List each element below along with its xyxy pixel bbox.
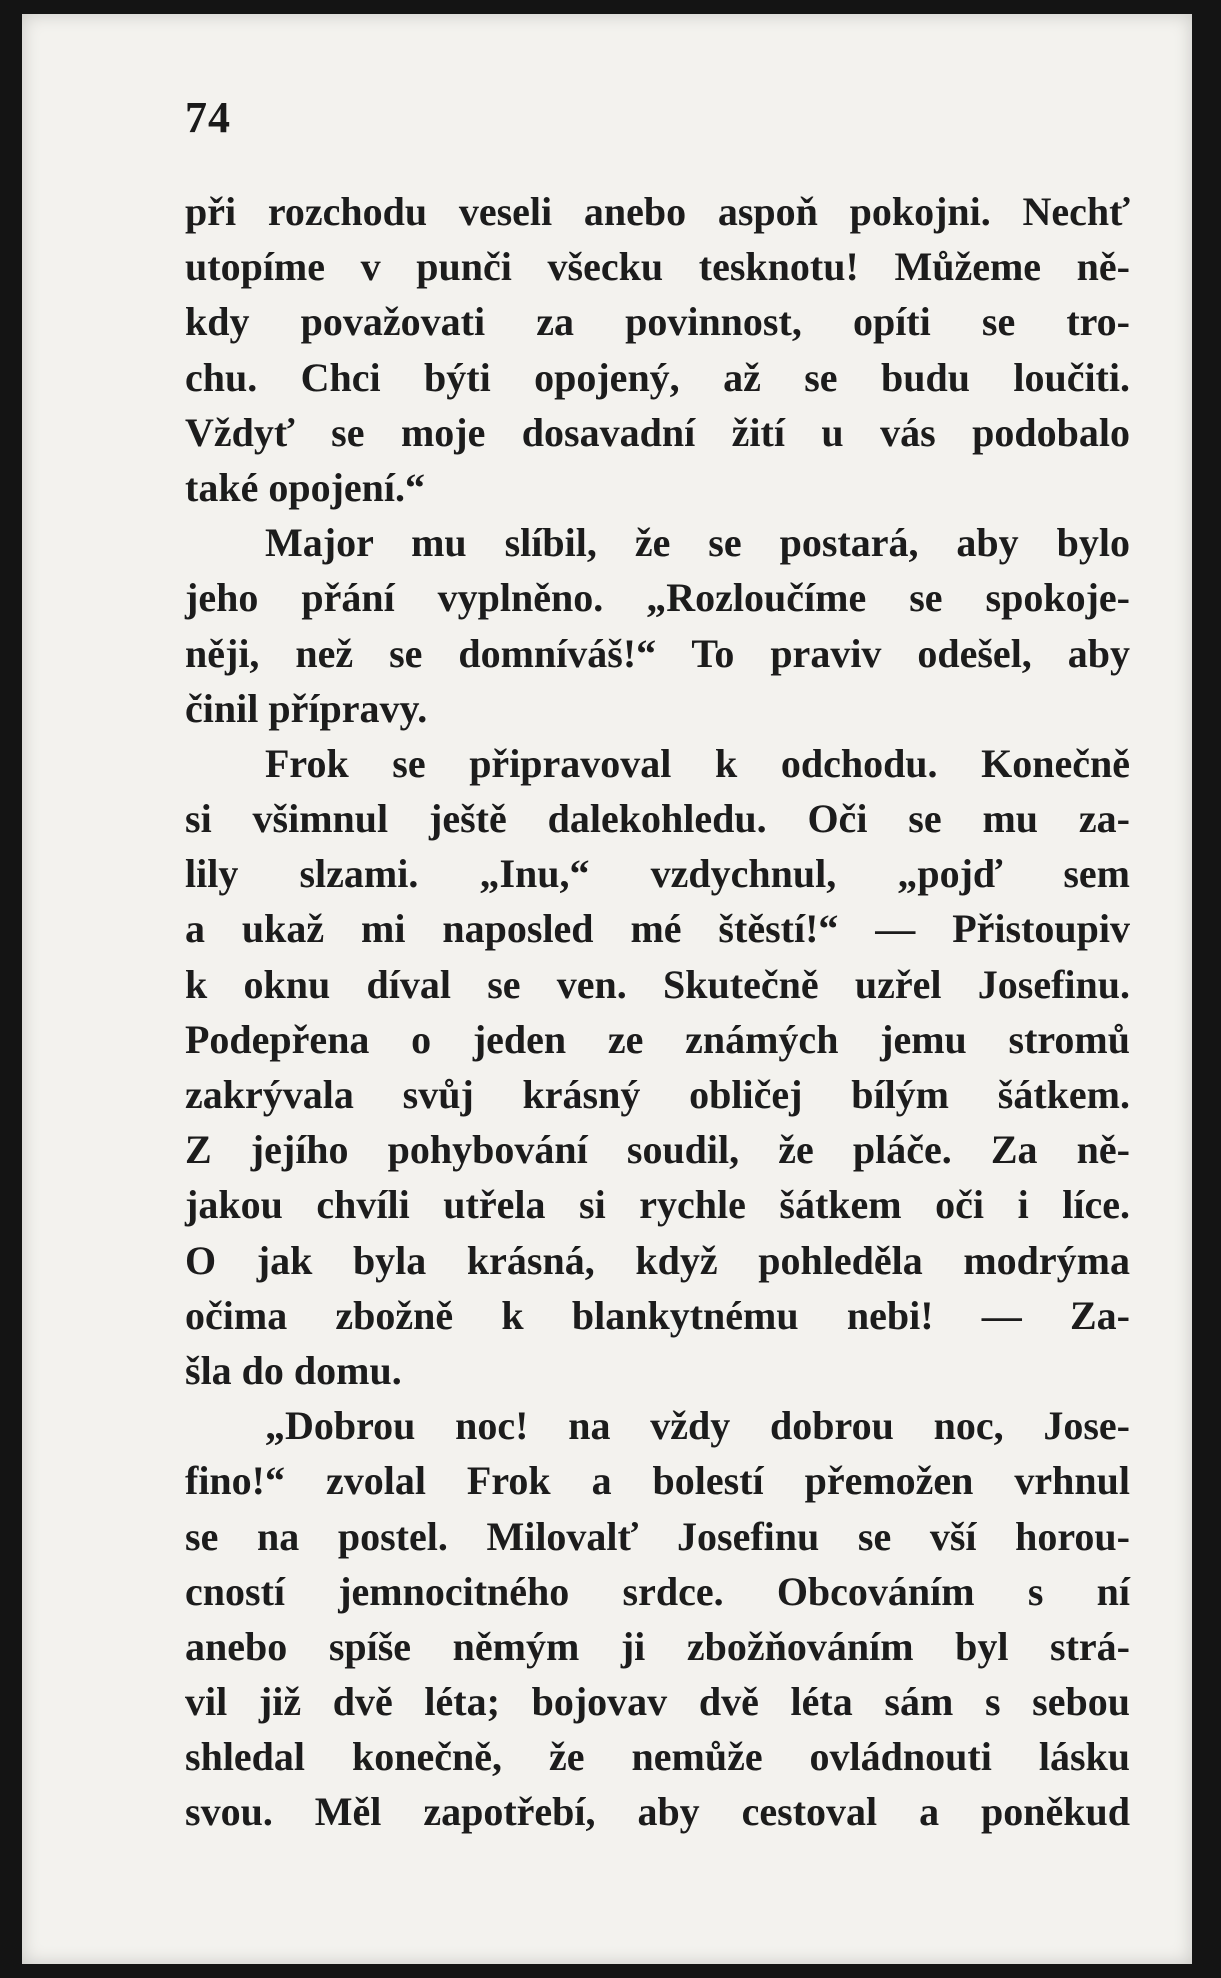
text-line: očima zbožně k blankytnému nebi! — Za- bbox=[185, 1292, 1130, 1338]
text-line: Frok se připravoval k odchodu. Konečně bbox=[265, 740, 1130, 786]
text-line: něji, než se domníváš!“ To praviv odešel, aby bbox=[185, 630, 1130, 676]
text-line: lily slzami. „Inu,“ vzdychnul, „pojď sem bbox=[185, 851, 1130, 897]
text-line: Major mu slíbil, že se postará, aby bylo bbox=[265, 520, 1130, 566]
page-text bbox=[185, 184, 1130, 1840]
text-line: fino!“ zvolal Frok a bolestí přemožen vrhnul bbox=[185, 1458, 1130, 1504]
text-line: Vždyť se moje dosavadní žití u vás podobalo bbox=[185, 409, 1130, 455]
text-line: si všimnul ještě dalekohledu. Oči se mu za- bbox=[185, 796, 1130, 842]
text-line: šla do domu. bbox=[185, 1347, 402, 1393]
text-line: jakou chvíli utřela si rychle šátkem oči i líce. bbox=[185, 1182, 1130, 1228]
text-line: O jak byla krásná, když pohleděla modrýma bbox=[185, 1237, 1130, 1283]
text-line: a ukaž mi naposled mé štěstí!“ — Přistoupiv bbox=[185, 906, 1130, 952]
text-line: se na postel. Milovalť Josefinu se vší horou- bbox=[185, 1513, 1130, 1559]
text-line: chu. Chci býti opojený, až se budu loučiti. bbox=[185, 354, 1130, 400]
text-line: také opojení.“ bbox=[185, 464, 425, 510]
text-line: kdy považovati za povinnost, opíti se tro- bbox=[185, 299, 1130, 345]
text-line: vil již dvě léta; bojovav dvě léta sám s sebou bbox=[185, 1679, 1130, 1725]
text-line: při rozchodu veseli anebo aspoň pokojni. Nechť bbox=[185, 189, 1130, 234]
text-line: anebo spíše němým ji zbožňováním byl strá- bbox=[185, 1623, 1130, 1669]
text-line: shledal konečně, že nemůže ovládnouti lásku bbox=[185, 1734, 1130, 1780]
text-line: svou. Měl zapotřebí, aby cestoval a poněkud bbox=[185, 1789, 1130, 1835]
text-line: Z jejího pohybování soudil, že pláče. Za ně- bbox=[185, 1127, 1130, 1173]
text-line: Podepřena o jeden ze známých jemu stromů bbox=[185, 1016, 1130, 1062]
text-line: jeho přání vyplněno. „Rozloučíme se spokoje- bbox=[185, 575, 1130, 621]
text-line: cností jemnocitného srdce. Obcováním s ní bbox=[185, 1568, 1130, 1614]
page-number: 74 bbox=[185, 93, 231, 142]
text-line: činil přípravy. bbox=[185, 685, 428, 731]
text-line: zakrývala svůj krásný obličej bílým šátkem. bbox=[185, 1072, 1130, 1117]
text-line: utopíme v punči všecku tesknotu! Můžeme ně- bbox=[185, 244, 1130, 290]
text-line: „Dobrou noc! na vždy dobrou noc, Jose- bbox=[265, 1403, 1130, 1449]
text-line: k oknu díval se ven. Skutečně uzřel Josefinu. bbox=[185, 961, 1130, 1007]
book-page bbox=[22, 14, 1192, 1964]
